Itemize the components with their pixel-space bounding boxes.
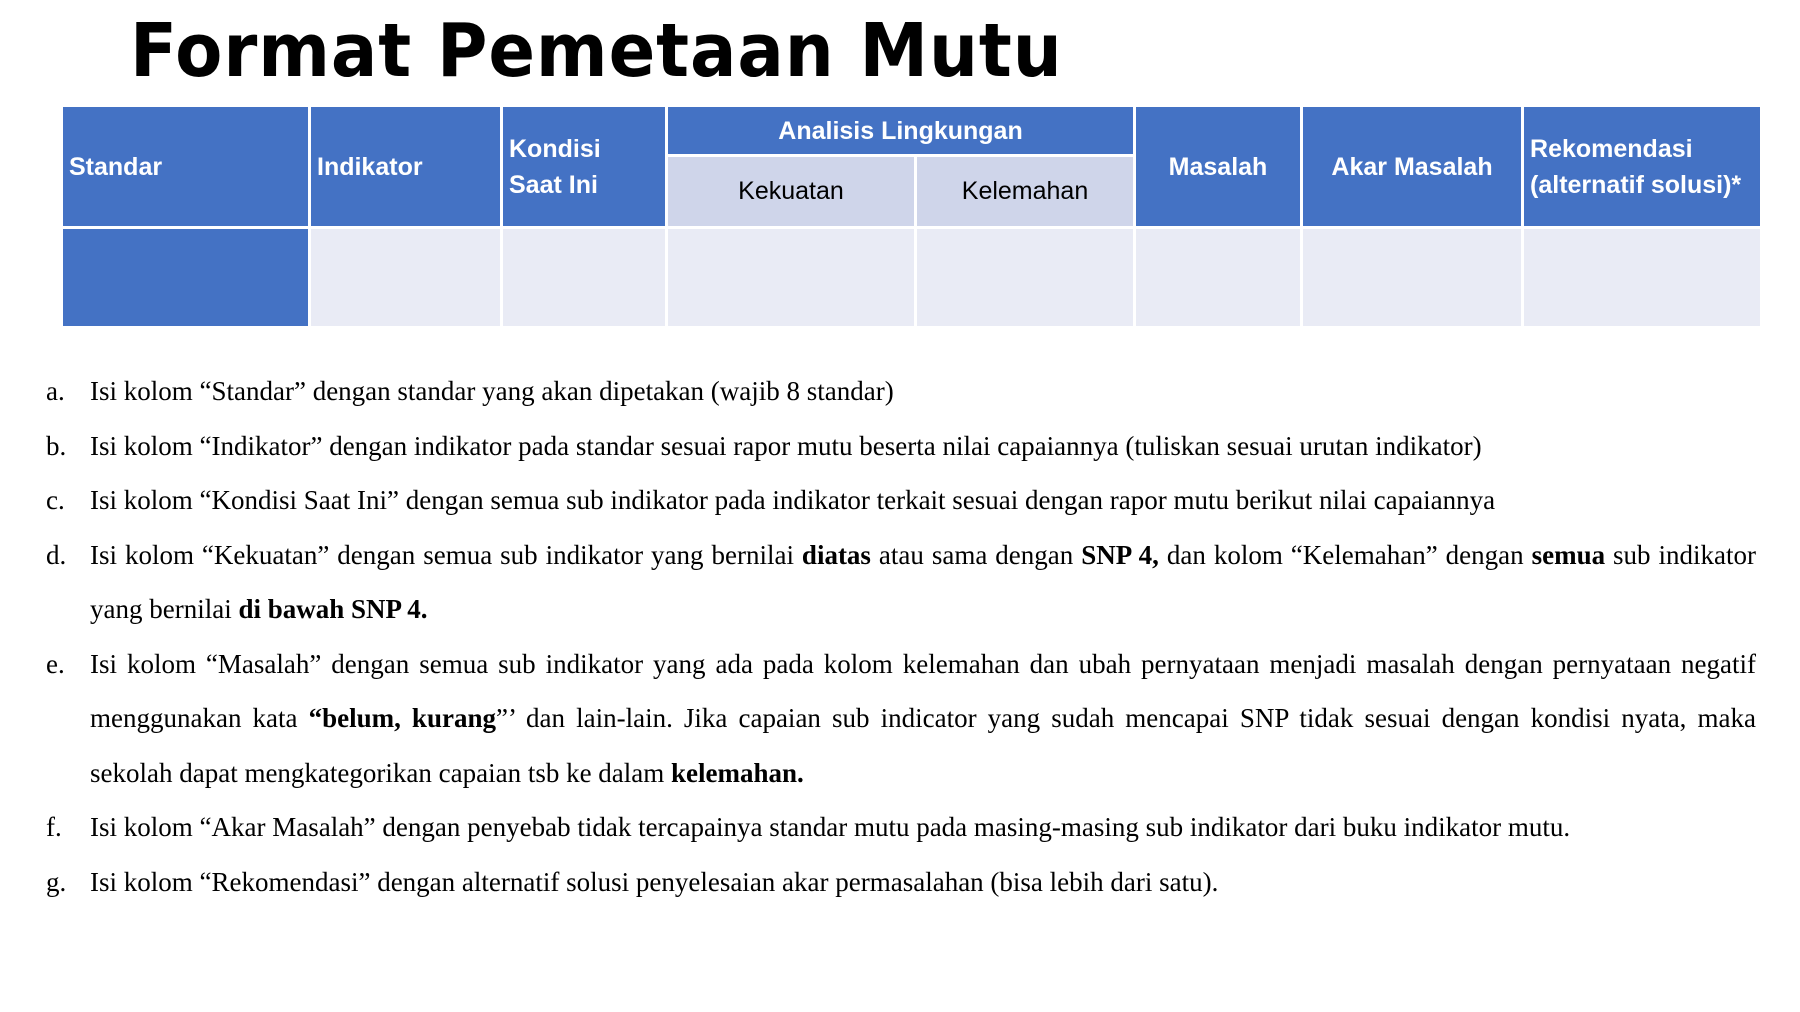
instruction-item [46, 364, 1756, 419]
emphasis-text: “belum, kurang [308, 703, 496, 733]
table-cell-kondisi[interactable] [502, 228, 667, 328]
header-akar-masalah: Akar Masalah [1302, 106, 1523, 228]
body-text: Isi kolom “Masalah” dengan semua sub indikator yang ada pada kolom kelemahan dan ubah pernyataan menjadi masalah dengan pernyataan negatif menggunakan kata [90, 648, 1756, 733]
instruction-text [90, 485, 1495, 515]
list-marker: c. [46, 485, 65, 515]
table-cell-akar-masalah[interactable] [1302, 228, 1523, 328]
instruction-item [46, 800, 1756, 855]
emphasis-text: semua [1531, 539, 1606, 570]
body-text: sub indikator yang bernilai [90, 539, 1756, 624]
header-kondisi-saat-ini: Kondisi Saat Ini [502, 106, 667, 228]
list-marker: b. [46, 430, 67, 461]
body-text: dan kolom “Kelemahan” dengan [1158, 539, 1532, 570]
list-marker: a. [46, 376, 65, 406]
body-text: Isi kolom “Kekuatan” dengan semua sub indikator yang bernilai [90, 539, 802, 570]
body-text: Isi kolom “Akar Masalah” dengan penyebab tidak tercapainya standar mutu pada masing-masing sub indikator dari buku indikator mutu. [90, 812, 1571, 842]
instruction-text [90, 431, 1482, 461]
instruction-item [46, 855, 1756, 910]
instruction-list [46, 364, 1756, 909]
table-cell-masalah[interactable] [1135, 228, 1302, 328]
table-cell-rekomendasi[interactable] [1523, 228, 1762, 328]
header-rekomendasi: Rekomendasi (alternatif solusi)* [1523, 106, 1762, 228]
body-text: atau sama dengan [870, 539, 1082, 570]
body-text: Isi kolom “Kondisi Saat Ini” dengan semua sub indikator pada indikator terkait sesuai dengan rapor mutu berikut nilai capaiannya [90, 485, 1496, 515]
instruction-item [46, 528, 1756, 637]
table-cell-kekuatan[interactable] [667, 228, 916, 328]
instruction-item [46, 419, 1756, 474]
instruction-text [90, 867, 1218, 897]
body-text: Isi kolom “Rekomendasi” dengan alternatif solusi penyelesaian akar permasalahan (bisa lebih dari satu). [90, 866, 1219, 897]
page-title: Format Pemetaan Mutu [130, 8, 1063, 94]
body-text: Isi kolom “Indikator” dengan indikator pada standar sesuai rapor mutu beserta nilai capaiannya (tuliskan sesuai urutan indikator) [90, 430, 1482, 461]
header-masalah: Masalah [1135, 106, 1302, 228]
subheader-kelemahan: Kelemahan [916, 156, 1135, 228]
emphasis-text: di bawah SNP 4. [238, 594, 428, 624]
table-cell-standar[interactable] [62, 228, 310, 328]
emphasis-text: kelemahan. [671, 757, 804, 788]
list-marker: g. [46, 866, 67, 897]
table-cell-kelemahan[interactable] [916, 228, 1135, 328]
header-analisis-lingkungan: Analisis Lingkungan [667, 106, 1135, 156]
body-text: Isi kolom “Standar” dengan standar yang akan dipetakan (wajib 8 standar) [90, 376, 894, 406]
emphasis-text: SNP 4, [1081, 539, 1159, 570]
header-standar: Standar [62, 106, 310, 228]
list-marker: f. [46, 812, 62, 842]
table-cell-indikator[interactable] [310, 228, 502, 328]
instruction-text [90, 812, 1570, 842]
table-row [62, 228, 1762, 328]
instruction-text [90, 649, 1756, 788]
instruction-item [46, 637, 1756, 801]
instruction-text [90, 540, 1756, 625]
instruction-item [46, 473, 1756, 528]
list-marker: e. [46, 648, 65, 679]
instruction-text [90, 376, 894, 406]
emphasis-text: diatas [801, 539, 871, 570]
header-indikator: Indikator [310, 106, 502, 228]
quality-mapping-table [60, 104, 1763, 329]
subheader-kekuatan: Kekuatan [667, 156, 916, 228]
list-marker: d. [46, 539, 67, 570]
body-text: ”’ dan lain-lain. Jika capaian sub indicator yang sudah mencapai SNP tidak sesuai dengan kondisi nyata, maka sekolah dapat mengkategorikan capaian tsb ke dalam [90, 703, 1756, 788]
